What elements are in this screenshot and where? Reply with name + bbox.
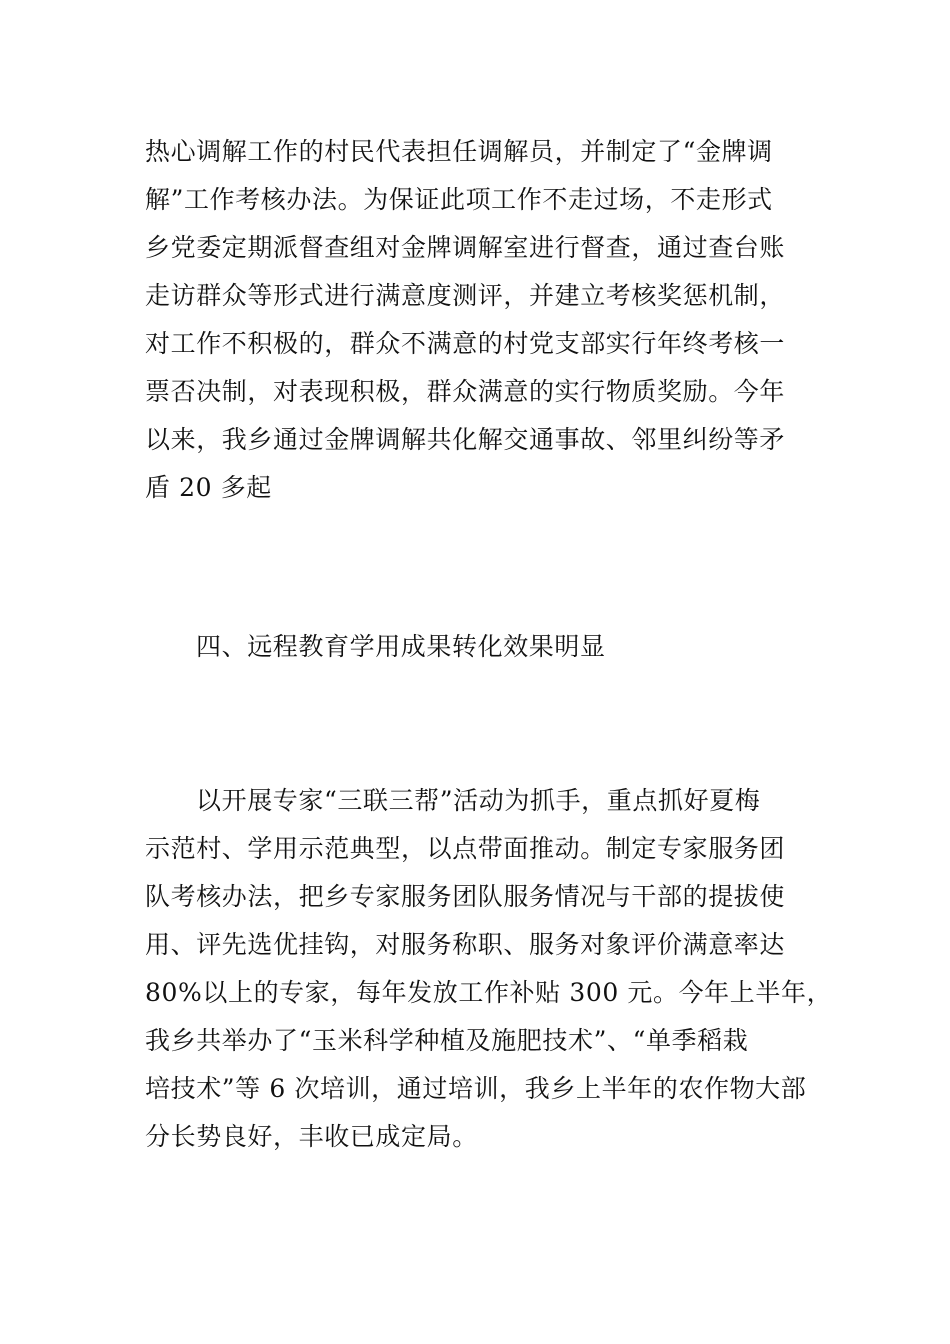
text-line: 解”工作考核办法。为保证此项工作不走过场，不走形式 [145, 185, 773, 214]
text-line: 乡党委定期派督查组对金牌调解室进行督查，通过查台账 [145, 233, 786, 262]
section-heading: 四、远程教育学用成果转化效果明显 [196, 632, 606, 661]
text-line: 分长势良好，丰收已成定局。 [145, 1122, 478, 1151]
text-line: 培技术”等 6 次培训，通过培训，我乡上半年的农作物大部 [145, 1074, 807, 1103]
text-line: 票否决制，对表现积极，群众满意的实行物质奖励。今年 [145, 377, 786, 406]
text-line: 以来，我乡通过金牌调解共化解交通事故、邻里纠纷等矛 [145, 425, 786, 454]
text-line: 走访群众等形式进行满意度测评，并建立考核奖惩机制， [145, 281, 786, 310]
text-line: 我乡共举办了“玉米科学种植及施肥技术”、“单季稻栽 [145, 1026, 749, 1055]
text-line: 用、评先选优挂钩，对服务称职、服务对象评价满意率达 [145, 930, 786, 959]
text-line: 以开展专家“三联三帮”活动为抓手，重点抓好夏梅 [196, 786, 761, 815]
text-line: 队考核办法，把乡专家服务团队服务情况与干部的提拔使 [145, 882, 786, 911]
text-line: 对工作不积极的，群众不满意的村党支部实行年终考核一 [145, 329, 786, 358]
text-line: 热心调解工作的村民代表担任调解员，并制定了“金牌调 [145, 137, 773, 166]
text-line: 80%以上的专家，每年发放工作补贴 300 元。今年上半年， [145, 978, 833, 1007]
text-line: 盾 20 多起 [145, 473, 272, 502]
text-line: 示范村、学用示范典型，以点带面推动。制定专家服务团 [145, 834, 786, 863]
